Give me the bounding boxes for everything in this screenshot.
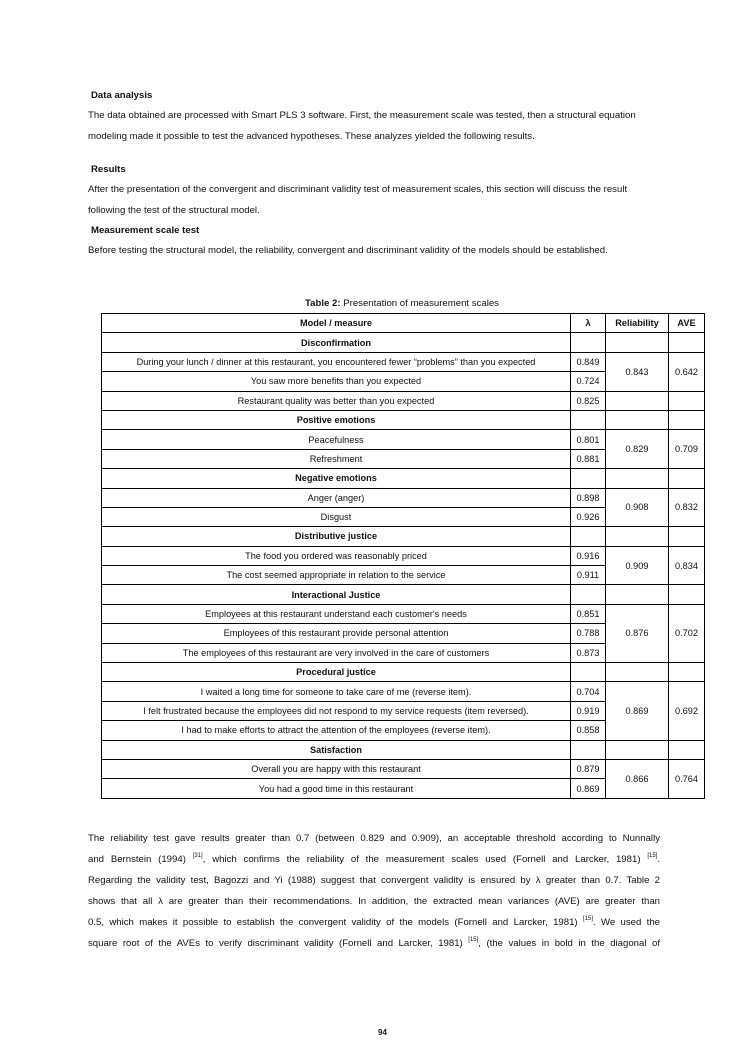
empty-cell <box>669 410 705 429</box>
discussion-text: , (the values in bold in the diagonal of <box>478 938 660 949</box>
group-reliability: 0.843 <box>606 352 669 391</box>
table-row <box>102 391 705 410</box>
group-ave: 0.709 <box>669 430 705 469</box>
table-caption-text: Presentation of measurement scales <box>340 298 499 309</box>
group-row <box>102 740 705 759</box>
item-text: Disgust <box>102 507 571 526</box>
empty-cell <box>571 333 606 352</box>
item-text: Overall you are happy with this restaurant <box>102 759 571 778</box>
item-text: I had to make efforts to attract the attention of the employees (reverse item). <box>102 721 571 740</box>
table-row <box>102 352 705 371</box>
table-row <box>102 546 705 565</box>
item-text: Employees at this restaurant understand each customer's needs <box>102 604 571 623</box>
empty-cell <box>606 527 669 546</box>
heading-measurement-scale-test: Measurement scale test <box>91 225 200 236</box>
paragraph-measurement: Before testing the structural model, the reliability, convergent and discriminant validity of the models should be established. <box>88 245 608 256</box>
discussion-text: 0.5, which makes it possible to establish the convergent validity of the models (Fornell and Larcker, 1981) <box>88 917 583 928</box>
empty-cell <box>669 527 705 546</box>
empty-cell <box>606 391 669 410</box>
measurement-scales-table <box>101 313 705 799</box>
paragraph-data-analysis: The data obtained are processed with Smart PLS 3 software. First, the measurement scale was tested, then a structural equation modeling made it possible to test the advanced hypotheses. These analyzes yielded the following results. <box>88 110 636 142</box>
item-text: I felt frustrated because the employees did not respond to my service requests (item reversed). <box>102 701 571 720</box>
item-text: Employees of this restaurant provide personal attention <box>102 624 571 643</box>
group-reliability: 0.866 <box>606 759 669 798</box>
empty-cell <box>606 333 669 352</box>
header-reliability: Reliability <box>606 314 669 333</box>
item-text: Peacefulness <box>102 430 571 449</box>
page-number: 94 <box>378 1028 387 1037</box>
discussion-line: The reliability test gave results greater than 0.7 (between 0.829 and 0.909), an acceptable threshold according to Nunnally <box>88 833 660 844</box>
empty-cell <box>606 740 669 759</box>
heading-results: Results <box>91 164 126 175</box>
item-text: The food you ordered was reasonably priced <box>102 546 571 565</box>
empty-cell <box>571 585 606 604</box>
item-lambda: 0.879 <box>571 759 606 778</box>
item-lambda: 0.704 <box>571 682 606 701</box>
empty-cell <box>571 527 606 546</box>
table-caption <box>101 298 703 309</box>
empty-cell <box>571 410 606 429</box>
discussion-paragraph <box>88 828 660 954</box>
empty-cell <box>669 585 705 604</box>
group-row <box>102 410 705 429</box>
item-text: Anger (anger) <box>102 488 571 507</box>
item-lambda: 0.873 <box>571 643 606 662</box>
group-ave: 0.642 <box>669 352 705 391</box>
group-name: Procedural justice <box>102 663 571 682</box>
group-name: Negative emotions <box>102 469 571 488</box>
item-lambda: 0.898 <box>571 488 606 507</box>
item-lambda: 0.869 <box>571 779 606 798</box>
citation-15: [15] <box>468 937 479 943</box>
citation-31: [31] <box>192 853 203 859</box>
table-caption-label: Table 2: <box>305 298 341 309</box>
group-ave: 0.692 <box>669 682 705 740</box>
item-lambda: 0.911 <box>571 566 606 585</box>
group-row <box>102 333 705 352</box>
empty-cell <box>669 663 705 682</box>
item-lambda: 0.851 <box>571 604 606 623</box>
group-row <box>102 585 705 604</box>
item-text: I waited a long time for someone to take care of me (reverse item). <box>102 682 571 701</box>
item-text: During your lunch / dinner at this restaurant, you encountered fewer “problems” than you expected <box>102 352 571 371</box>
empty-cell <box>571 469 606 488</box>
empty-cell <box>606 663 669 682</box>
item-lambda: 0.825 <box>571 391 606 410</box>
empty-cell <box>669 391 705 410</box>
group-reliability: 0.876 <box>606 604 669 662</box>
item-lambda: 0.788 <box>571 624 606 643</box>
empty-cell <box>571 740 606 759</box>
table-row <box>102 759 705 778</box>
item-text: Restaurant quality was better than you expected <box>102 391 571 410</box>
group-name: Satisfaction <box>102 740 571 759</box>
item-lambda: 0.858 <box>571 721 606 740</box>
item-lambda: 0.919 <box>571 701 606 720</box>
item-lambda: 0.916 <box>571 546 606 565</box>
item-lambda: 0.849 <box>571 352 606 371</box>
empty-cell <box>606 585 669 604</box>
group-row <box>102 469 705 488</box>
item-lambda: 0.724 <box>571 372 606 391</box>
group-reliability: 0.909 <box>606 546 669 585</box>
item-text: You had a good time in this restaurant <box>102 779 571 798</box>
group-reliability: 0.908 <box>606 488 669 527</box>
header-lambda: λ <box>571 314 606 333</box>
group-ave: 0.702 <box>669 604 705 662</box>
table-row <box>102 682 705 701</box>
item-text: Refreshment <box>102 449 571 468</box>
group-name: Distributive justice <box>102 527 571 546</box>
group-reliability: 0.829 <box>606 430 669 469</box>
discussion-text: . We used the <box>592 917 660 928</box>
heading-data-analysis: Data analysis <box>91 90 153 101</box>
empty-cell <box>669 333 705 352</box>
discussion-line: Regarding the validity test, Bagozzi and Yi (1988) suggest that convergent validity is ensured by λ greater than 0.7. Table 2 <box>88 875 660 886</box>
item-lambda: 0.801 <box>571 430 606 449</box>
item-lambda: 0.926 <box>571 507 606 526</box>
item-text: The employees of this restaurant are very involved in the care of customers <box>102 643 571 662</box>
discussion-line: shows that all λ are greater than their recommendations. In addition, the extracted mean variances (AVE) are greater than <box>88 896 660 907</box>
item-lambda: 0.881 <box>571 449 606 468</box>
group-row <box>102 527 705 546</box>
empty-cell <box>606 410 669 429</box>
discussion-text: square root of the AVEs to verify discriminant validity (Fornell and Larcker, 1981) <box>88 938 469 949</box>
group-ave: 0.834 <box>669 546 705 585</box>
group-name: Positive emotions <box>102 410 571 429</box>
discussion-text: . <box>657 854 661 865</box>
header-model-measure: Model / measure <box>102 314 571 333</box>
citation-15: [15] <box>647 853 658 859</box>
discussion-text: , which confirms the reliability of the measurement scales used (Fornell and Larcker, 1981) <box>202 854 648 865</box>
discussion-text: and Bernstein (1994) <box>88 854 193 865</box>
item-text: You saw more benefits than you expected <box>102 372 571 391</box>
table-row <box>102 488 705 507</box>
group-ave: 0.832 <box>669 488 705 527</box>
header-ave: AVE <box>669 314 705 333</box>
group-reliability: 0.869 <box>606 682 669 740</box>
empty-cell <box>571 663 606 682</box>
group-ave: 0.764 <box>669 759 705 798</box>
item-text: The cost seemed appropriate in relation to the service <box>102 566 571 585</box>
group-name: Interactional Justice <box>102 585 571 604</box>
table-row <box>102 604 705 623</box>
empty-cell <box>669 740 705 759</box>
empty-cell <box>606 469 669 488</box>
table-row <box>102 430 705 449</box>
group-row <box>102 663 705 682</box>
citation-15: [15] <box>582 916 593 922</box>
empty-cell <box>669 469 705 488</box>
table-header-row <box>102 314 705 333</box>
group-name: Disconfirmation <box>102 333 571 352</box>
paragraph-results: After the presentation of the convergent and discriminant validity test of measurement scales, this section will discuss the result following the test of the structural model. <box>88 184 628 216</box>
